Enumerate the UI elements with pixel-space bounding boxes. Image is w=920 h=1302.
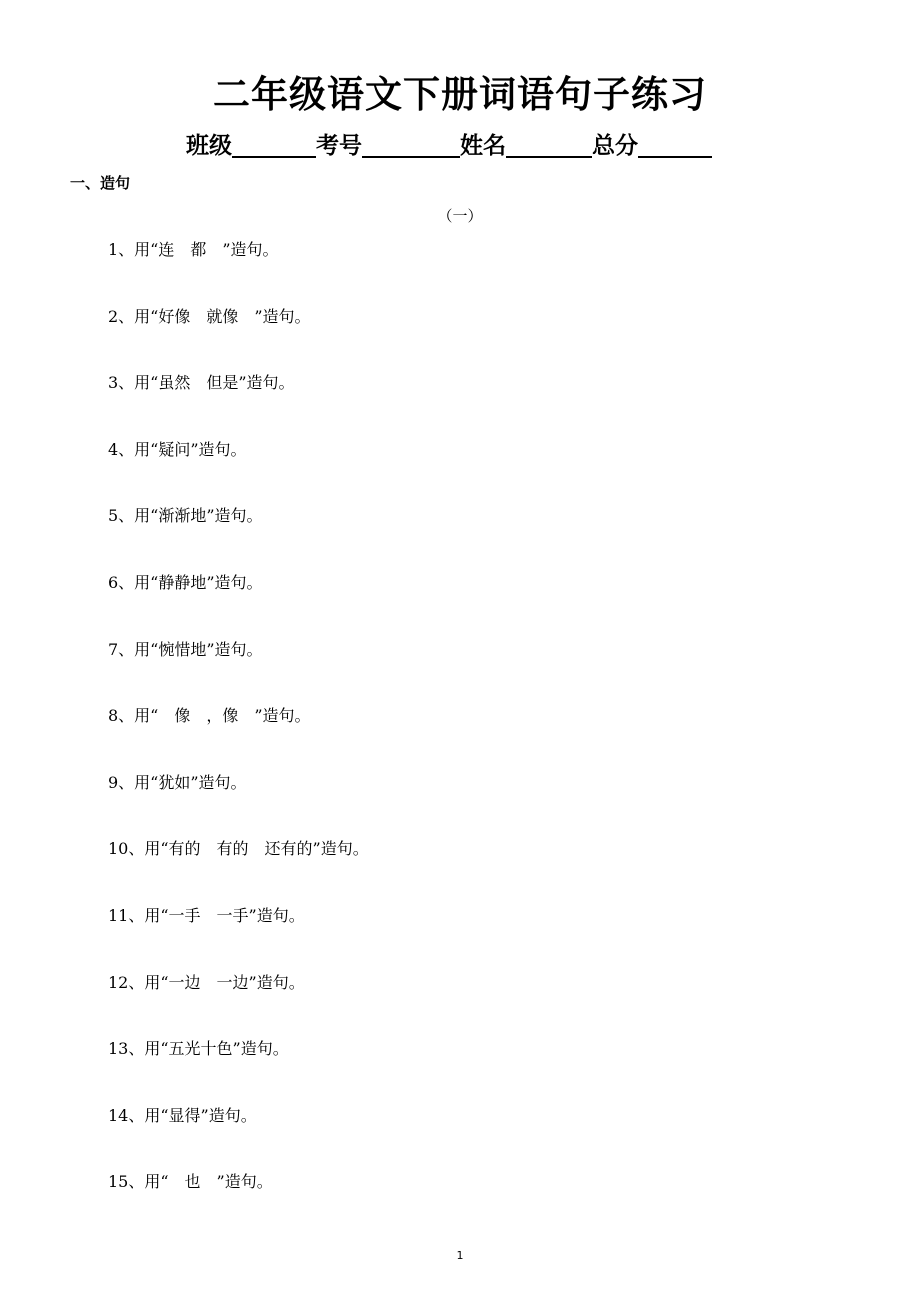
page-number: 1: [456, 1249, 464, 1262]
class-label: 班级: [186, 133, 232, 159]
exercise-item: 10、用“有的 有的 还有的”造句。: [108, 839, 369, 859]
exercise-item: 14、用“显得”造句。: [108, 1105, 257, 1125]
exercise-item: 2、用“好像 就像 ”造句。: [108, 306, 311, 326]
subsection-heading: （一）: [437, 207, 483, 225]
exercise-item: 7、用“惋惜地”造句。: [108, 639, 263, 659]
exam-number-field: [316, 130, 460, 161]
exam-number-blank[interactable]: [362, 130, 460, 158]
exercise-item: 11、用“一手 一手”造句。: [108, 905, 305, 925]
exercise-item: 5、用“渐渐地”造句。: [108, 506, 263, 526]
name-field: [460, 130, 592, 161]
name-blank[interactable]: [506, 130, 592, 158]
page-title: 二年级语文下册词语句子练习: [213, 73, 707, 116]
score-blank[interactable]: [638, 130, 712, 158]
exam-number-label: 考号: [316, 133, 362, 159]
section-heading: 一、造句: [70, 174, 131, 192]
class-blank[interactable]: [232, 130, 316, 158]
exercise-item: 13、用“五光十色”造句。: [108, 1039, 289, 1059]
class-field: [186, 130, 316, 161]
exercise-list: [108, 238, 369, 1237]
student-info-line: [186, 125, 712, 161]
exercise-item: 3、用“虽然 但是”造句。: [108, 373, 295, 393]
exercise-item: 9、用“犹如”造句。: [108, 772, 247, 792]
exercise-item: 12、用“一边 一边”造句。: [108, 972, 305, 992]
exercise-item: 8、用“ 像 ，像 ”造句。: [108, 706, 311, 726]
score-field: [592, 130, 712, 161]
exercise-item: 1、用“连 都 ”造句。: [108, 240, 279, 259]
exercise-item: 15、用“ 也 ”造句。: [108, 1172, 273, 1192]
score-label: 总分: [592, 133, 638, 159]
exercise-item: 6、用“静静地”造句。: [108, 572, 263, 592]
exercise-item: 4、用“疑问”造句。: [108, 439, 247, 459]
name-label: 姓名: [460, 133, 506, 159]
